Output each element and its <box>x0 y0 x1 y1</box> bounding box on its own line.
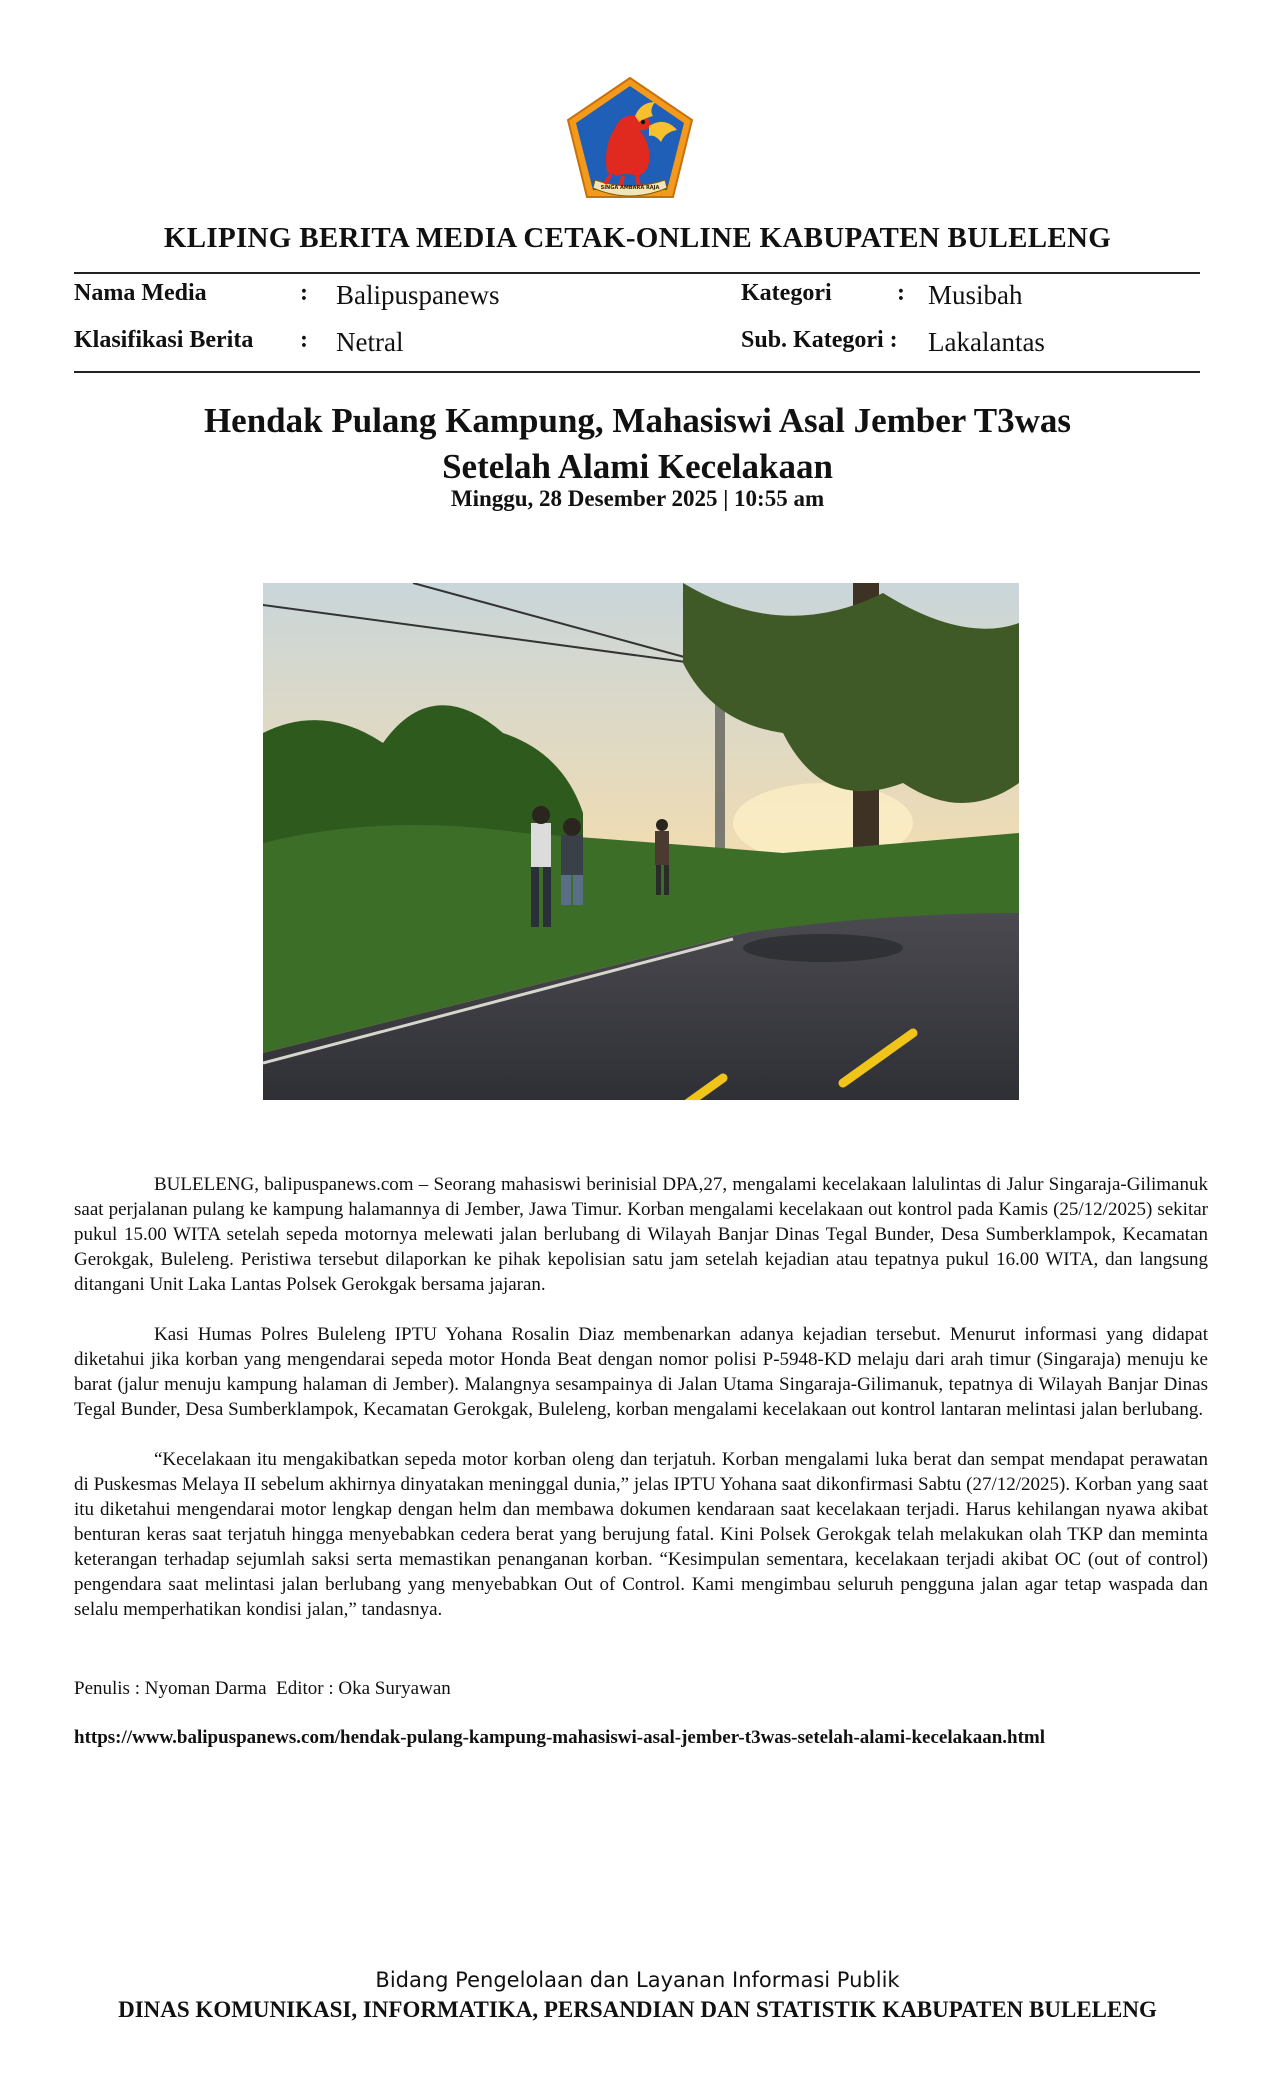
nama-media-label: Nama Media <box>74 280 207 306</box>
nama-media-value: Balipuspanews <box>336 280 500 310</box>
article-credits: Penulis : Nyoman Darma Editor : Oka Suryawan <box>74 1678 451 1699</box>
article-headline <box>0 398 1275 490</box>
sub-kategori-label: Sub. Kategori : <box>741 327 898 353</box>
nama-media-colon: : <box>300 280 308 306</box>
sub-kategori-value: Lakalantas <box>928 327 1045 357</box>
footer-department: Bidang Pengelolaan dan Layanan Informasi Publik <box>375 1968 900 1992</box>
header-bottom-divider <box>74 371 1200 373</box>
article-paragraph: Kasi Humas Polres Buleleng IPTU Yohana Rosalin Diaz membenarkan adanya kejadian tersebut. Menurut informasi yang didapat diketahui jika korban yang mengendarai sepeda motor Honda Beat dengan nomor polisi P-5948-KD melaju dari arah timur (Singaraja) menuju ke barat (jalur menuju kampung halaman di Jember). Malangnya sesampainya di Jalan Utama Singaraja-Gilimanuk, tepatnya di Wilayah Banjar Dinas Tegal Bunder, Desa Sumberklampok, Kecamatan Gerokgak, Buleleng, korban mengalami kecelakaan out kontrol lantaran melintasi jalan berlubang. <box>74 1324 1208 1420</box>
article-paragraph: “Kecelakaan itu mengakibatkan sepeda motor korban oleng dan terjatuh. Korban mengalami luka berat dan sempat mendapat perawatan di Puskesmas Melaya II sebelum akhirnya dinyatakan meninggal dunia,” jelas IPTU Yohana saat dikonfirmasi Sabtu (27/12/2025). Korban yang saat itu diketahui mengendarai motor lengkap dengan helm dan membawa dokumen kendaraan saat kecelakaan terjadi. Harus kehilangan nyawa akibat benturan keras saat terjatuh hingga menyebabkan cedera berat yang berujung fatal. Kini Polsek Gerokgak telah melakukan olah TKP dan meminta keterangan terhadap sejumlah saksi serta memastikan penanganan korban. “Kesimpulan sementara, kecelakaan terjadi akibat OC (out of control) pengendara saat melintasi jalan berlubang yang menyebabkan Out of Control. Kami mengimbau seluruh pengguna jalan agar tetap waspada dan selalu memperhatikan kondisi jalan,” tandasnya. <box>74 1449 1208 1620</box>
article-paragraph: BULELENG, balipuspanews.com – Seorang mahasiswi berinisial DPA,27, mengalami kecelakaan lalulintas di Jalur Singaraja-Gilimanuk saat perjalanan pulang ke kampung halamannya di Jember, Jawa Timur. Korban mengalami kecelakaan out kontrol pada Kamis (25/12/2025) sekitar pukul 15.00 WITA setelah sepeda motornya melewati jalan berlubang di Wilayah Banjar Dinas Tegal Bunder, Desa Sumberklampok, Kecamatan Gerokgak, Buleleng. Peristiwa tersebut dilaporkan ke pihak kepolisian satu jam setelah kejadian atau tepatnya pukul 16.00 WITA, dan langsung ditangani Unit Laka Lantas Polsek Gerokgak bersama jajaran. <box>74 1174 1208 1295</box>
klasifikasi-berita-value: Netral <box>336 327 404 357</box>
headline-line-1: Hendak Pulang Kampung, Mahasiswi Asal Jember T3was <box>203 401 1072 440</box>
footer-agency: DINAS KOMUNIKASI, INFORMATIKA, PERSANDIAN DAN STATISTIK KABUPATEN BULELENG <box>118 1997 1157 2022</box>
emblem-motto: SINGA AMBARA RAJA <box>600 185 660 191</box>
kategori-label: Kategori <box>741 280 832 306</box>
klasifikasi-berita-label: Klasifikasi Berita <box>74 327 254 353</box>
klasifikasi-berita-colon: : <box>300 327 308 353</box>
headline-line-2: Setelah Alami Kecelakaan <box>442 447 833 486</box>
article-dateline: Minggu, 28 Desember 2025 | 10:55 am <box>450 486 825 511</box>
lion-emblem-icon <box>565 76 695 200</box>
header-top-divider <box>74 272 1200 274</box>
kategori-colon: : <box>897 280 905 306</box>
clipping-header-title: KLIPING BERITA MEDIA CETAK-ONLINE KABUPATEN BULELENG <box>163 222 1112 254</box>
article-body <box>74 1172 1208 1647</box>
kategori-value: Musibah <box>928 280 1023 310</box>
roadside-scene-image <box>263 583 1019 1100</box>
article-photo <box>263 583 1019 1100</box>
regency-logo <box>565 76 695 200</box>
source-url-link[interactable]: https://www.balipuspanews.com/hendak-pulang-kampung-mahasiswi-asal-jember-t3was-setelah-alami-kecelakaan.html <box>74 1727 1046 1748</box>
